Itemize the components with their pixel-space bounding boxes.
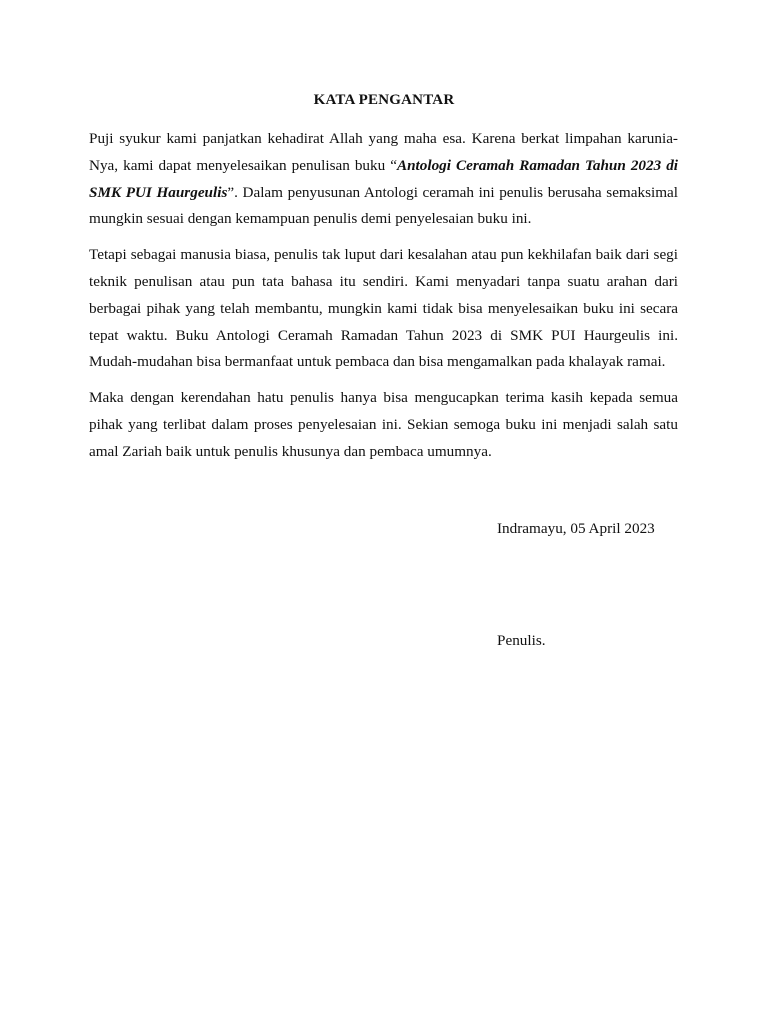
paragraph-1-after: ”. Dalam penyusunan Antologi ceramah ini penulis berusaha semaksimal mungkin sesuai dengan kemampuan penulis demi penyelesaian buku ini.: [89, 183, 678, 228]
page-title: KATA PENGANTAR: [313, 92, 455, 108]
paragraph-1: [89, 126, 678, 233]
author-signature: Penulis.: [497, 632, 546, 649]
paragraph-2: Tetapi sebagai manusia biasa, penulis tak luput dari kesalahan atau pun kekhilafan baik dari segi teknik penulisan atau pun tata bahasa itu sendiri. Kami menyadari tanpa suatu arahan dari berbagai pihak yang telah membantu, mungkin kami tidak bisa menyelesaikan buku ini secara tepat waktu. Buku Antologi Ceramah Ramadan Tahun 2023 di SMK PUI Haurgeulis ini. Mudah-mudahan bisa bermanfaat untuk pembaca dan bisa mengamalkan pada khalayak ramai.: [89, 246, 678, 371]
paragraph-3: Maka dengan kerendahan hatu penulis hanya bisa mengucapkan terima kasih kepada semua pihak yang terlibat dalam proses penyelesaian ini. Sekian semoga buku ini menjadi salah satu amal Zariah baik untuk penulis khusunya dan pembaca umumnya.: [89, 389, 678, 460]
document-body: [89, 126, 678, 475]
book-title-emphasis: Antologi Ceramah Ramadan Tahun 2023 di SMK PUI Haurgeulis: [89, 156, 679, 201]
paragraph-1-before: Puji syukur kami panjatkan kehadirat Allah yang maha esa. Karena berkat limpahan karunia-Nya, kami dapat menyelesaikan penulisan buku “: [89, 130, 678, 174]
place-date: Indramayu, 05 April 2023: [497, 520, 655, 537]
